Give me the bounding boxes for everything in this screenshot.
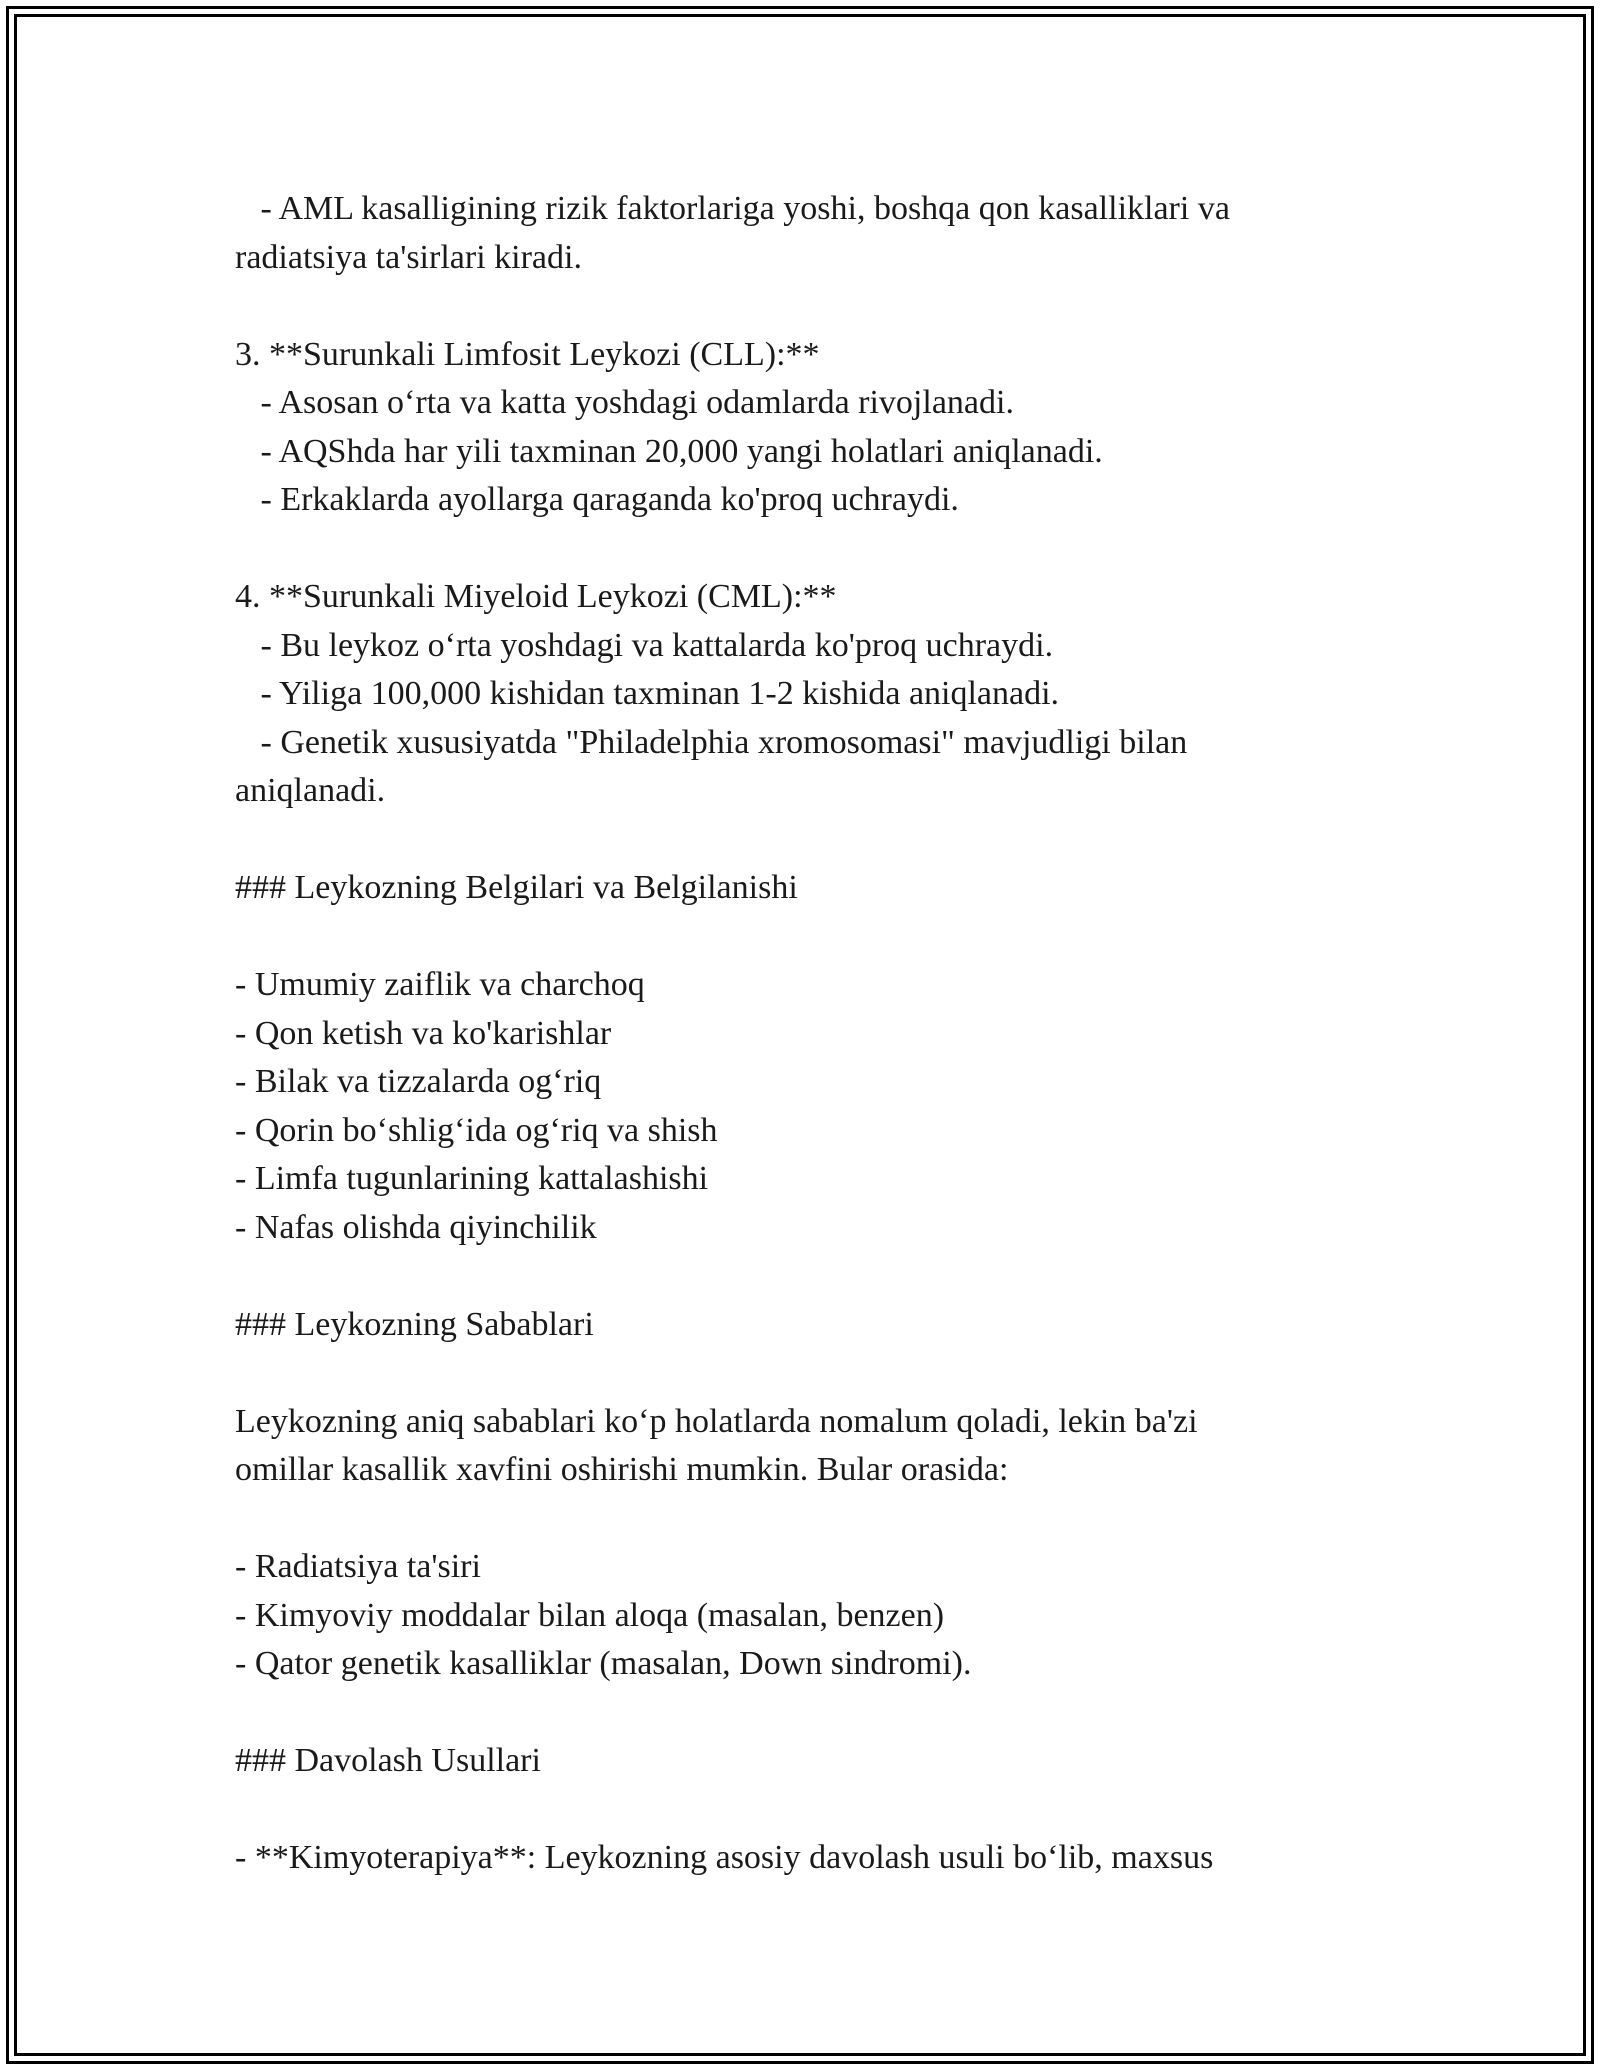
text-line: aniqlanadi. [235, 772, 386, 809]
list-item: - Nafas olishda qiyinchilik [235, 1208, 597, 1246]
text-line: - AML kasalligining rizik faktorlariga yoshi, boshqa qon kasalliklari va [235, 190, 1230, 227]
text-line: - Erkaklarda ayollarga qaraganda ko'proq uchraydi. [235, 481, 959, 518]
blank-line [235, 525, 1365, 574]
list-item: - **Kimyoterapiya**: Leykozning asosiy davolash usuli bo‘lib, maxsus [235, 1839, 1214, 1876]
blank-line [235, 282, 1365, 331]
list-item: - Qator genetik kasalliklar (masalan, Down sindromi). [235, 1645, 972, 1682]
text-line: radiatsiya ta'sirlari kiradi. [235, 238, 582, 276]
blank-line [235, 816, 1365, 865]
text-line: - AQShda har yili taxminan 20,000 yangi holatlari aniqlanadi. [235, 432, 1103, 470]
list-item: - Qon ketish va ko'karishlar [235, 1014, 612, 1052]
blank-line [235, 1495, 1365, 1544]
text-line: - Asosan o‘rta va katta yoshdagi odamlarda rivojlanadi. [235, 384, 1014, 421]
list-item: - Radiatsiya ta'siri [235, 1548, 481, 1585]
text-line: - Yiliga 100,000 kishidan taxminan 1-2 kishida aniqlanadi. [235, 675, 1060, 712]
heading-sabablari: ### Leykozning Sabablari [235, 1305, 594, 1343]
heading-davolash: ### Davolash Usullari [235, 1742, 541, 1779]
section-heading-cml: 4. **Surunkali Miyeloid Leykozi (CML):** [235, 578, 837, 615]
blank-line [235, 1349, 1365, 1398]
blank-line [235, 1689, 1365, 1738]
blank-line [235, 1252, 1365, 1301]
blank-line [235, 1786, 1365, 1835]
list-item: - Qorin bo‘shlig‘ida og‘riq va shish [235, 1111, 718, 1149]
document-body [235, 185, 1365, 1883]
list-item: - Kimyoviy moddalar bilan aloqa (masalan, benzen) [235, 1596, 945, 1634]
section-heading-cll: 3. **Surunkali Limfosit Leykozi (CLL):** [235, 335, 820, 373]
paragraph-line: Leykozning aniq sabablari ko‘p holatlarda nomalum qoladi, lekin ba'zi [235, 1402, 1198, 1440]
list-item: - Umumiy zaiflik va charchoq [235, 966, 645, 1003]
paragraph-line: omillar kasallik xavfini oshirishi mumkin. Bular orasida: [235, 1451, 1009, 1488]
list-item: - Limfa tugunlarining kattalashishi [235, 1160, 709, 1197]
heading-belgilari: ### Leykozning Belgilari va Belgilanishi [235, 869, 798, 906]
list-item: - Bilak va tizzalarda og‘riq [235, 1063, 602, 1100]
text-line: - Bu leykoz o‘rta yoshdagi va kattalarda ko'proq uchraydi. [235, 626, 1054, 664]
blank-line [235, 913, 1365, 962]
text-line: - Genetik xususiyatda "Philadelphia xromosomasi" mavjudligi bilan [235, 723, 1188, 761]
